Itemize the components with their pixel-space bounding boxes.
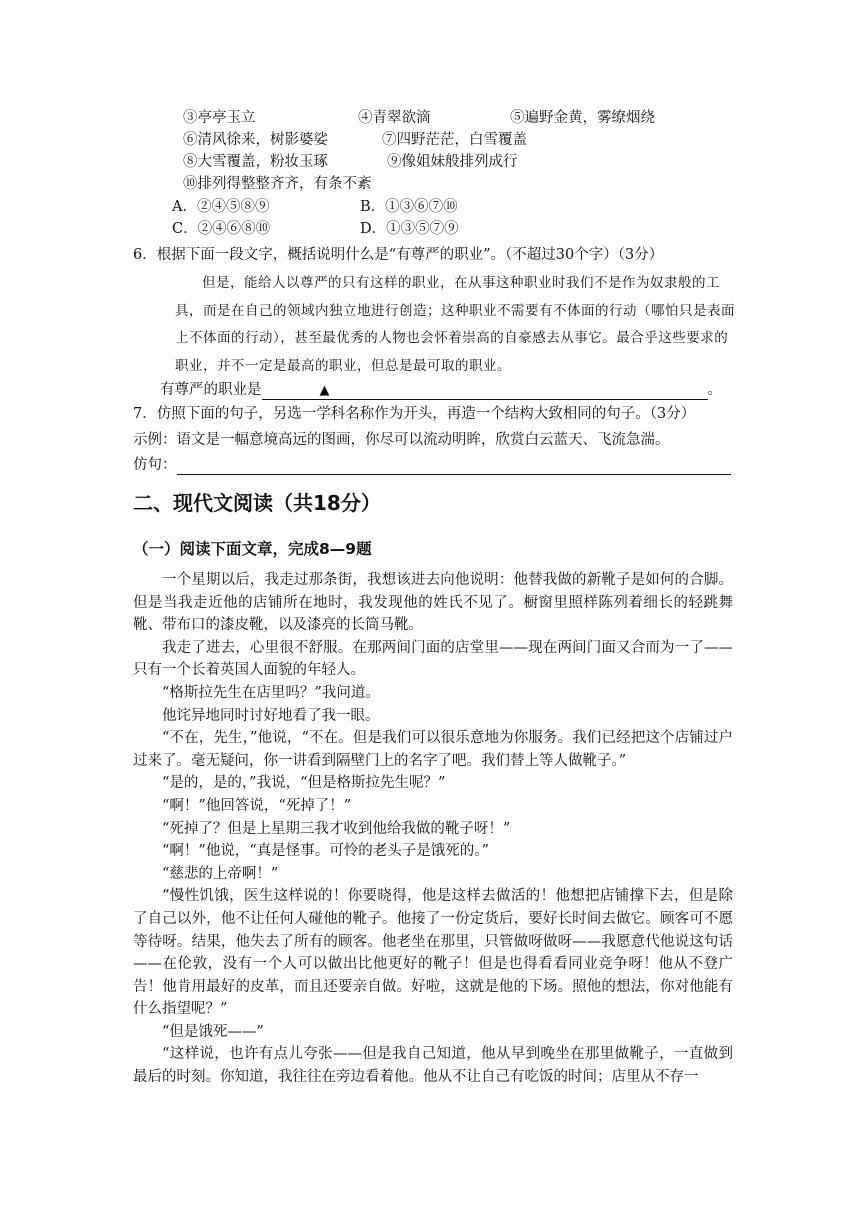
- article-paragraph: “啊！”他回答说，“死掉了！”: [162, 797, 352, 814]
- article-paragraph: “不在，先生，”他说，“不在。但是我们可以很乐意地为你服务。我们已经把这个店铺过户过来了。毫无疑问，你一讲看到隔壁门上的名字了吧。我们替上等人做靴子。”: [133, 730, 733, 769]
- q5-option: ⑥清风徐来，树影婆娑: [183, 132, 328, 148]
- q7-answer-line: [133, 455, 731, 475]
- q6-passage-text: 但是，能给人以尊严的只有这样的职业，在从事这种职业时我们不是作为奴隶般的工具，而是在自己的领域内独立地进行创造；这种职业不需要有不体面的行动（哪怕只是表面上不体面的行动），甚至最优秀的人物也会怀着崇高的自豪感去从事它。最合乎这些要求的职业，并不一定是最高的职业，但总是最可取的职业。: [175, 275, 735, 374]
- q7-example: 示例：语文是一幅意境高远的图画，你尽可以流动明眸，欣赏白云蓝天、飞流急湍。: [133, 432, 670, 448]
- q5-option: ④青翠欲滴: [358, 110, 431, 126]
- article-paragraph: 他诧异地同时讨好地看了我一眼。: [162, 707, 380, 724]
- q6-passage: [175, 270, 735, 380]
- section-title: 二、现代文阅读（共18分）: [133, 491, 381, 515]
- triangle-marker-icon: ▲: [319, 383, 330, 398]
- q6-answer-blank[interactable]: [262, 383, 708, 400]
- article-paragraph: “这样说，也许有点儿夸张——但是我自己知道，他从早到晚坐在那里做靴子，一直做到最后的时刻。你知道，我往往在旁边看着他。他从不让自己有吃饭的时间；店里从不存一: [133, 1046, 733, 1086]
- article-paragraph: “慢性饥饿，医生这样说的！你要晓得，他是这样去做活的！他想把店铺撑下去，但是除了自己以外，他不让任何人碰他的靴子。他接了一份定货后，要好长时间去做它。顾客可不愿等待呀。结果，他失去了所有的顾客。他老坐在那里，只管做呀做呀——我愿意代他说这句话——在伦敦，没有一个人可以做出比他更好的靴子！但是也得看看同业竞争呀！他从不登广告！他肯用最好的皮革，而且还要亲自做。好啦，这就是他的下场。照他的想法，你对他能有什么指望呢？”: [133, 888, 733, 1018]
- q5-option: ⑩排列得整整齐齐，有条不紊: [183, 176, 372, 192]
- q7-answer-label: 仿句：: [133, 457, 177, 473]
- article-paragraph: 我走了进去，心里很不舒服。在那两间门面的店堂里——现在两间门面又合而为一了——只有一个长着英国人面貌的年轻人。: [133, 639, 733, 679]
- q6-prompt: 6．根据下面一段文字，概括说明什么是“有尊严的职业”。（不超过30个字）（3分）: [133, 247, 664, 263]
- q5-choice-c[interactable]: C．②④⑥⑧⑩: [172, 221, 271, 237]
- q7-answer-blank[interactable]: [177, 458, 731, 475]
- part-title: （一）阅读下面文章，完成8—9题: [133, 540, 372, 558]
- article-paragraph: 一个星期以后，我走过那条街，我想该进去向他说明：他替我做的新靴子是如何的合脚。但是当我走近他的店铺所在地时，我发现他的姓氏不见了。橱窗里照样陈列着细长的轻跳舞靴、带布口的漆皮靴，以及漆亮的长筒马靴。: [133, 572, 733, 634]
- q5-choice-a[interactable]: A．②④⑤⑧⑨: [172, 199, 270, 215]
- article-paragraph: “啊！”他说，“真是怪事。可怜的老头子是饿死的。”: [162, 843, 489, 860]
- q6-answer-end: 。: [707, 382, 722, 398]
- article-paragraph: “但是饿死——”: [162, 1023, 264, 1040]
- q5-option: ⑨像姐妹般排列成行: [387, 154, 518, 170]
- q5-option: ⑦四野茫茫，白雪覆盖: [382, 132, 527, 148]
- q5-choice-d[interactable]: D．①③⑤⑦⑨: [360, 221, 459, 237]
- q5-option: ⑧大雪覆盖，粉妆玉琢: [183, 154, 328, 170]
- article-paragraph: “死掉了？但是上星期三我才收到他给我做的靴子呀！”: [162, 820, 511, 837]
- article: [133, 569, 733, 1089]
- q5-option: ③亭亭玉立: [183, 110, 256, 126]
- q6-answer-label: 有尊严的职业是: [160, 382, 262, 398]
- q6-answer-line: [160, 380, 722, 400]
- article-paragraph: “格斯拉先生在店里吗？”我问道。: [162, 684, 380, 701]
- q7-prompt: 7．仿照下面的句子，另选一学科名称作为开头，再造一个结构大致相同的句子。（3分）: [133, 406, 696, 422]
- article-paragraph: “慈悲的上帝啊！”: [162, 865, 279, 882]
- article-paragraph: “是的，是的，”我说，“但是格斯拉先生呢？”: [162, 775, 446, 792]
- q5-choice-b[interactable]: B．①③⑥⑦⑩: [360, 199, 458, 215]
- q5-option: ⑤遍野金黄，雾缭烟绕: [510, 110, 655, 126]
